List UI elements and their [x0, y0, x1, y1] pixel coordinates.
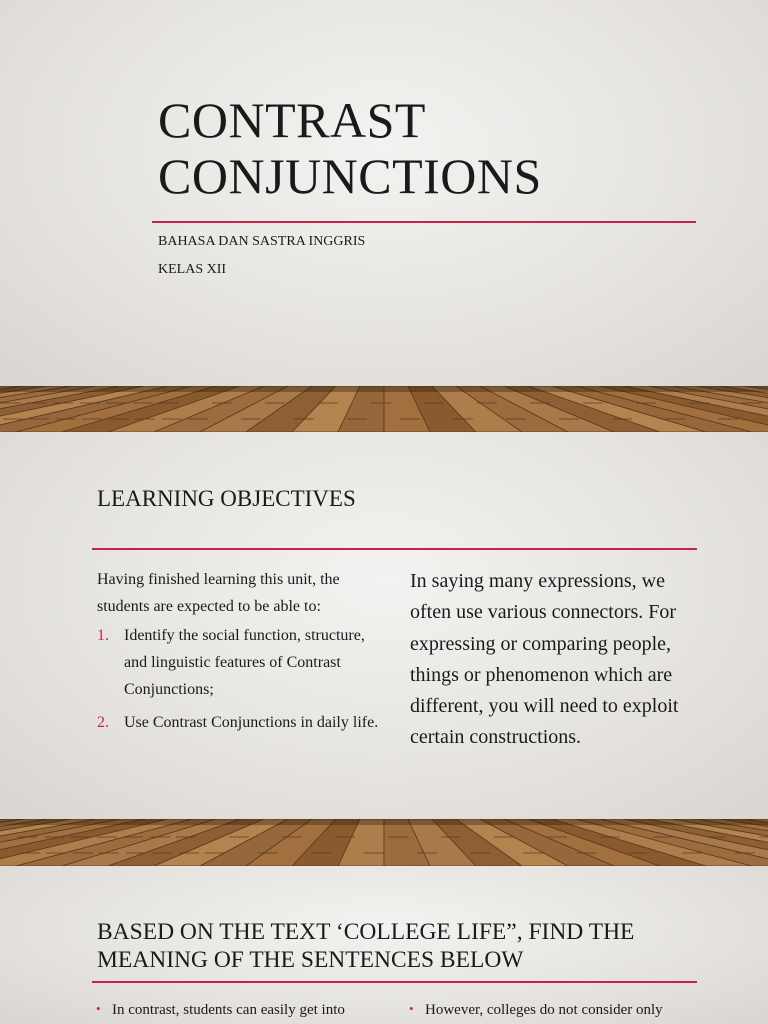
slide-title-line-2: CONJUNCTIONS	[158, 148, 542, 204]
objective-item	[97, 622, 387, 703]
heading-divider	[92, 548, 697, 550]
heading-line-1: BASED ON THE TEXT ‘COLLEGE LIFE”, FIND THE	[97, 919, 635, 945]
heading-divider	[92, 981, 697, 983]
learning-objectives-slide	[0, 432, 768, 819]
objectives-intro: Having finished learning this unit, the students are expected to be able to:	[97, 571, 340, 615]
subtitle-class: KELAS XII	[158, 262, 227, 277]
wood-floor-divider	[0, 819, 768, 866]
section-heading: LEARNING OBJECTIVES	[97, 486, 356, 511]
wood-floor-divider	[0, 386, 768, 432]
wood-floor-texture	[0, 819, 768, 866]
objectives-column	[97, 566, 387, 742]
bullet-text: In contrast, students can easily get into	[112, 1002, 345, 1018]
subtitle-subject: BAHASA DAN SASTRA INGGRIS	[158, 234, 366, 249]
bullet-dot: •	[409, 1001, 414, 1016]
college-life-slide	[0, 866, 768, 1024]
bullet-item	[409, 1000, 663, 1020]
title-slide	[0, 0, 768, 386]
objective-text: Use Contrast Conjunctions in daily life.	[124, 714, 379, 731]
explanation-paragraph: In saying many expressions, we often use various connectors. For expressing or comparing people, things or phenomenon which are different, you will need to exploit certain constructions.	[410, 570, 679, 749]
objective-number: 1.	[97, 627, 109, 644]
objective-number: 2.	[97, 714, 109, 731]
wood-floor-texture	[0, 386, 768, 432]
heading-line-2: MEANING OF THE SENTENCES BELOW	[97, 947, 524, 973]
slide-title-line-1: CONTRAST	[158, 92, 426, 148]
title-divider	[152, 221, 696, 223]
bullet-text: However, colleges do not consider only	[425, 1002, 663, 1018]
bullet-dot: •	[96, 1001, 101, 1016]
objective-item	[97, 709, 387, 736]
slide-title	[158, 92, 542, 204]
objective-text: Identify the social function, structure, and linguistic features of Contrast Conjunctions;	[124, 627, 365, 698]
bullet-item	[96, 1000, 345, 1020]
section-heading	[97, 918, 634, 974]
